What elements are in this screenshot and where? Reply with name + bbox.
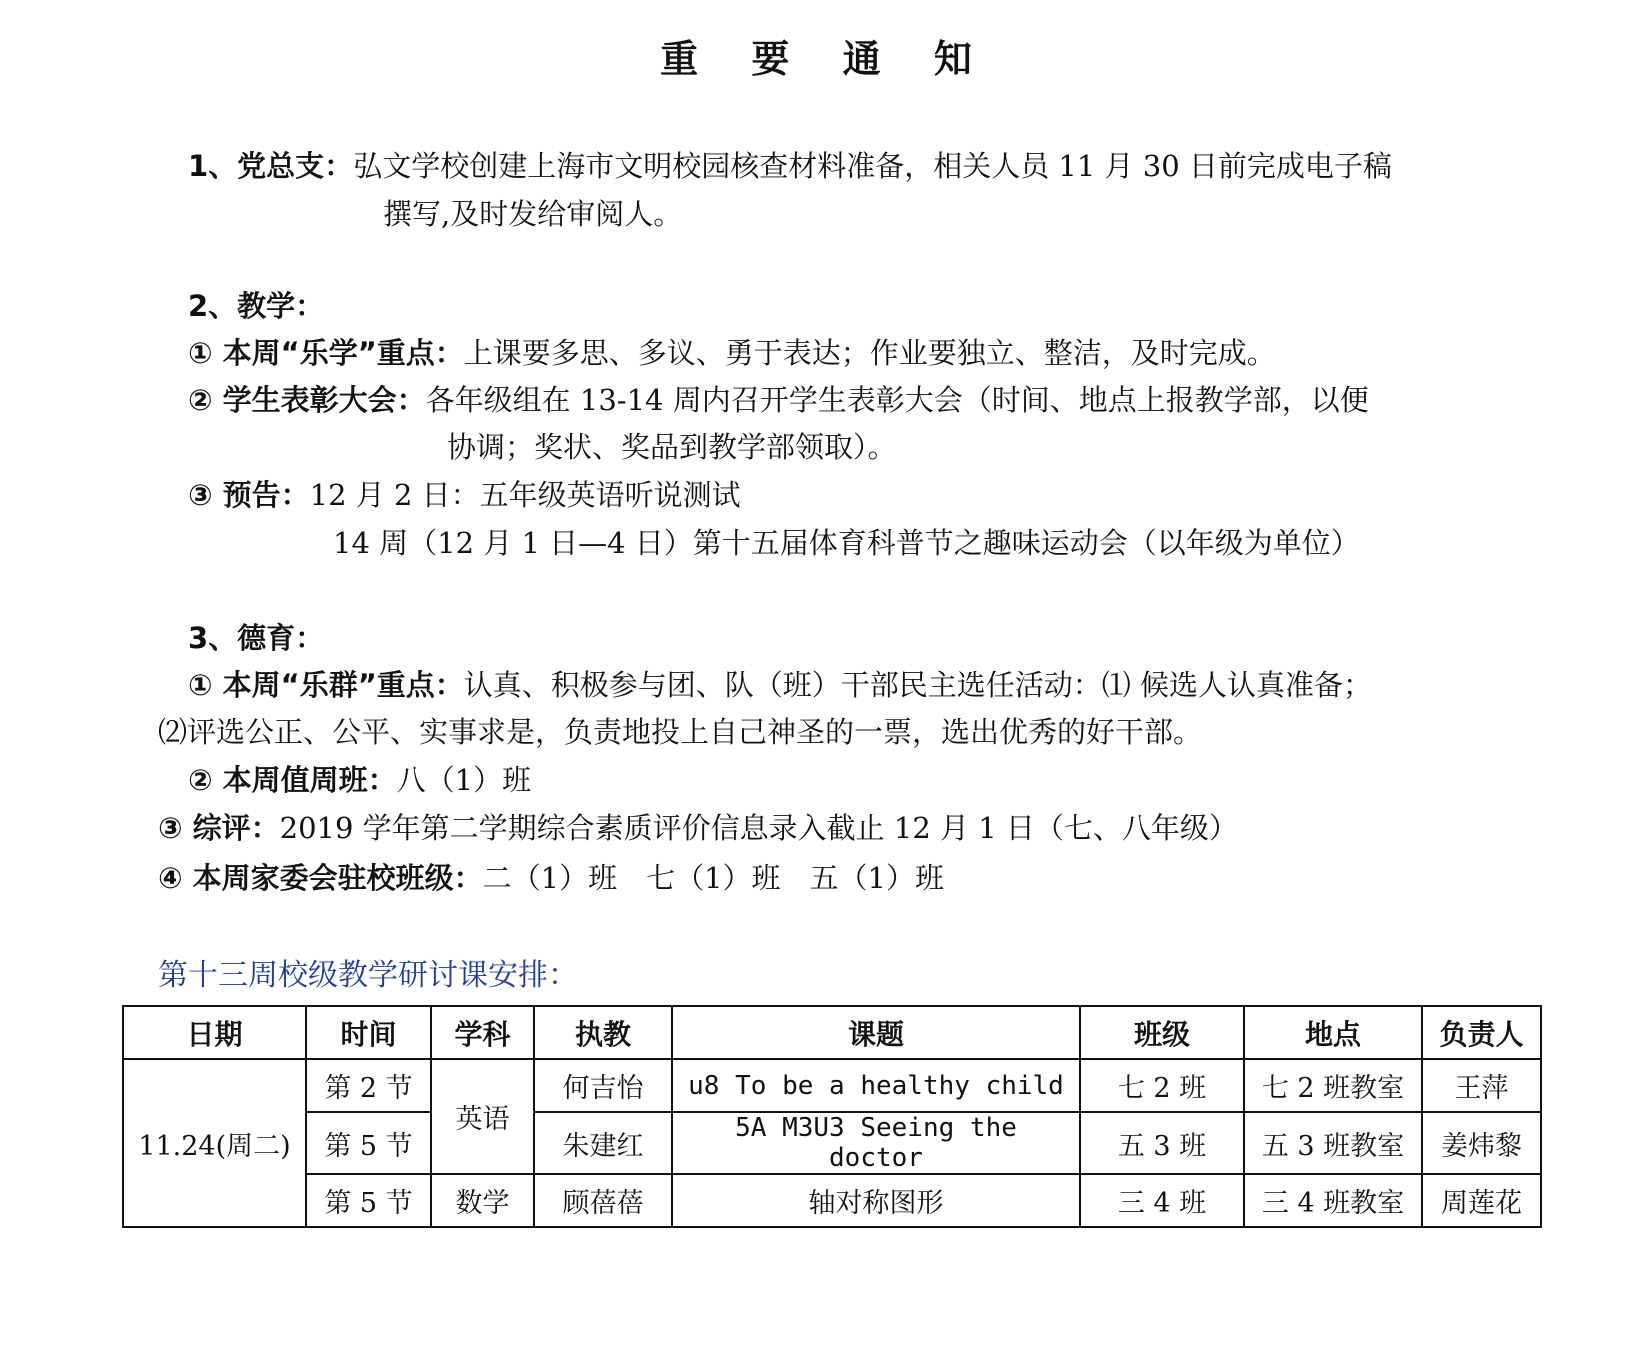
col-header-owner: 负责人 xyxy=(1422,1006,1541,1059)
section-3-item-4-text: 二（1）班 七（1）班 五（1）班 xyxy=(482,861,945,895)
section-2-item-3-text: 12 月 2 日：五年级英语听说测试 xyxy=(309,478,741,512)
section-1-label: 1、党总支： xyxy=(188,149,354,183)
cell-time: 第 5 节 xyxy=(306,1174,431,1227)
cell-topic: u8 To be a healthy child xyxy=(672,1059,1080,1112)
section-3-item-3-text: 2019 学年第二学期综合素质评价信息录入截止 12 月 1 日（七、八年级） xyxy=(279,811,1238,845)
col-header-class: 班级 xyxy=(1080,1006,1244,1059)
table-header-row xyxy=(123,1006,1541,1059)
table-row xyxy=(123,1059,1541,1112)
cell-place: 三 4 班教室 xyxy=(1244,1174,1422,1227)
cell-topic: 5A M3U3 Seeing the doctor xyxy=(672,1112,1080,1174)
section-3-item-2-label: ② 本周值周班： xyxy=(188,763,397,797)
section-3-item-1-text: 认真、积极参与团、队（班）干部民主选任活动：⑴ 候选人认真准备； xyxy=(463,668,1373,702)
cell-teacher: 何吉怡 xyxy=(534,1059,672,1112)
cell-time: 第 2 节 xyxy=(306,1059,431,1112)
cell-topic: 轴对称图形 xyxy=(672,1174,1080,1227)
section-3-item-3-label: ③ 综评： xyxy=(158,811,280,845)
section-2-item-1 xyxy=(188,333,1276,373)
section-3-item-1-label: ① 本周“乐群”重点： xyxy=(188,668,464,702)
cell-class: 七 2 班 xyxy=(1080,1059,1244,1112)
schedule-heading: 第十三周校级教学研讨课安排： xyxy=(158,958,578,993)
section-2-item-1-label: ① 本周“乐学”重点： xyxy=(188,336,464,370)
section-2-item-2-cont: 协调；奖状、奖品到教学部领取）。 xyxy=(447,430,897,464)
section-1-line xyxy=(188,146,1392,186)
section-3-item-4 xyxy=(158,858,944,898)
section-2-label: 2、教学： xyxy=(188,289,325,323)
col-header-subject: 学科 xyxy=(431,1006,534,1059)
cell-teacher: 朱建红 xyxy=(534,1112,672,1174)
section-3-label: 3、德育： xyxy=(188,621,325,655)
section-1-text-cont: 撰写,及时发给审阅人。 xyxy=(383,197,683,231)
section-1-text: 弘文学校创建上海市文明校园核查材料准备，相关人员 11 月 30 日前完成电子稿 xyxy=(353,149,1392,183)
section-3-item-2-text: 八（1）班 xyxy=(396,763,532,797)
col-header-place: 地点 xyxy=(1244,1006,1422,1059)
section-2-item-3-label: ③ 预告： xyxy=(188,478,310,512)
section-2-item-3-cont: 14 周（12 月 1 日—4 日）第十五届体育科普节之趣味运动会（以年级为单位） xyxy=(333,526,1360,560)
section-3-item-1-cont: ⑵评选公正、公平、实事求是，负责地投上自己神圣的一票，选出优秀的好干部。 xyxy=(158,715,1203,749)
section-2-item-1-text: 上课要多思、多议、勇于表达；作业要独立、整洁，及时完成。 xyxy=(463,336,1276,370)
cell-owner: 王萍 xyxy=(1422,1059,1541,1112)
section-3-item-3 xyxy=(158,808,1238,848)
cell-place: 五 3 班教室 xyxy=(1244,1112,1422,1174)
section-3-item-4-label: ④ 本周家委会驻校班级： xyxy=(158,861,483,895)
section-2-item-2-text: 各年级组在 13-14 周内召开学生表彰大会（时间、地点上报教学部，以便 xyxy=(425,383,1369,417)
cell-subject: 英语 xyxy=(431,1059,534,1174)
section-2-item-3 xyxy=(188,475,741,515)
cell-place: 七 2 班教室 xyxy=(1244,1059,1422,1112)
cell-teacher: 顾蓓蓓 xyxy=(534,1174,672,1227)
cell-time: 第 5 节 xyxy=(306,1112,431,1174)
table-row xyxy=(123,1112,1541,1174)
cell-date: 11.24(周二) xyxy=(123,1059,306,1227)
cell-subject: 数学 xyxy=(431,1174,534,1227)
cell-owner: 姜炜黎 xyxy=(1422,1112,1541,1174)
section-2-item-2-label: ② 学生表彰大会： xyxy=(188,383,426,417)
section-3-item-2 xyxy=(188,760,531,800)
cell-owner: 周莲花 xyxy=(1422,1174,1541,1227)
page-title: 重 要 通 知 xyxy=(660,37,992,81)
schedule-table xyxy=(122,1005,1542,1228)
col-header-date: 日期 xyxy=(123,1006,306,1059)
cell-class: 五 3 班 xyxy=(1080,1112,1244,1174)
col-header-teacher: 执教 xyxy=(534,1006,672,1059)
cell-class: 三 4 班 xyxy=(1080,1174,1244,1227)
section-3-item-1 xyxy=(188,665,1372,705)
table-row xyxy=(123,1174,1541,1227)
section-2-item-2 xyxy=(188,380,1369,420)
col-header-topic: 课题 xyxy=(672,1006,1080,1059)
col-header-time: 时间 xyxy=(306,1006,431,1059)
